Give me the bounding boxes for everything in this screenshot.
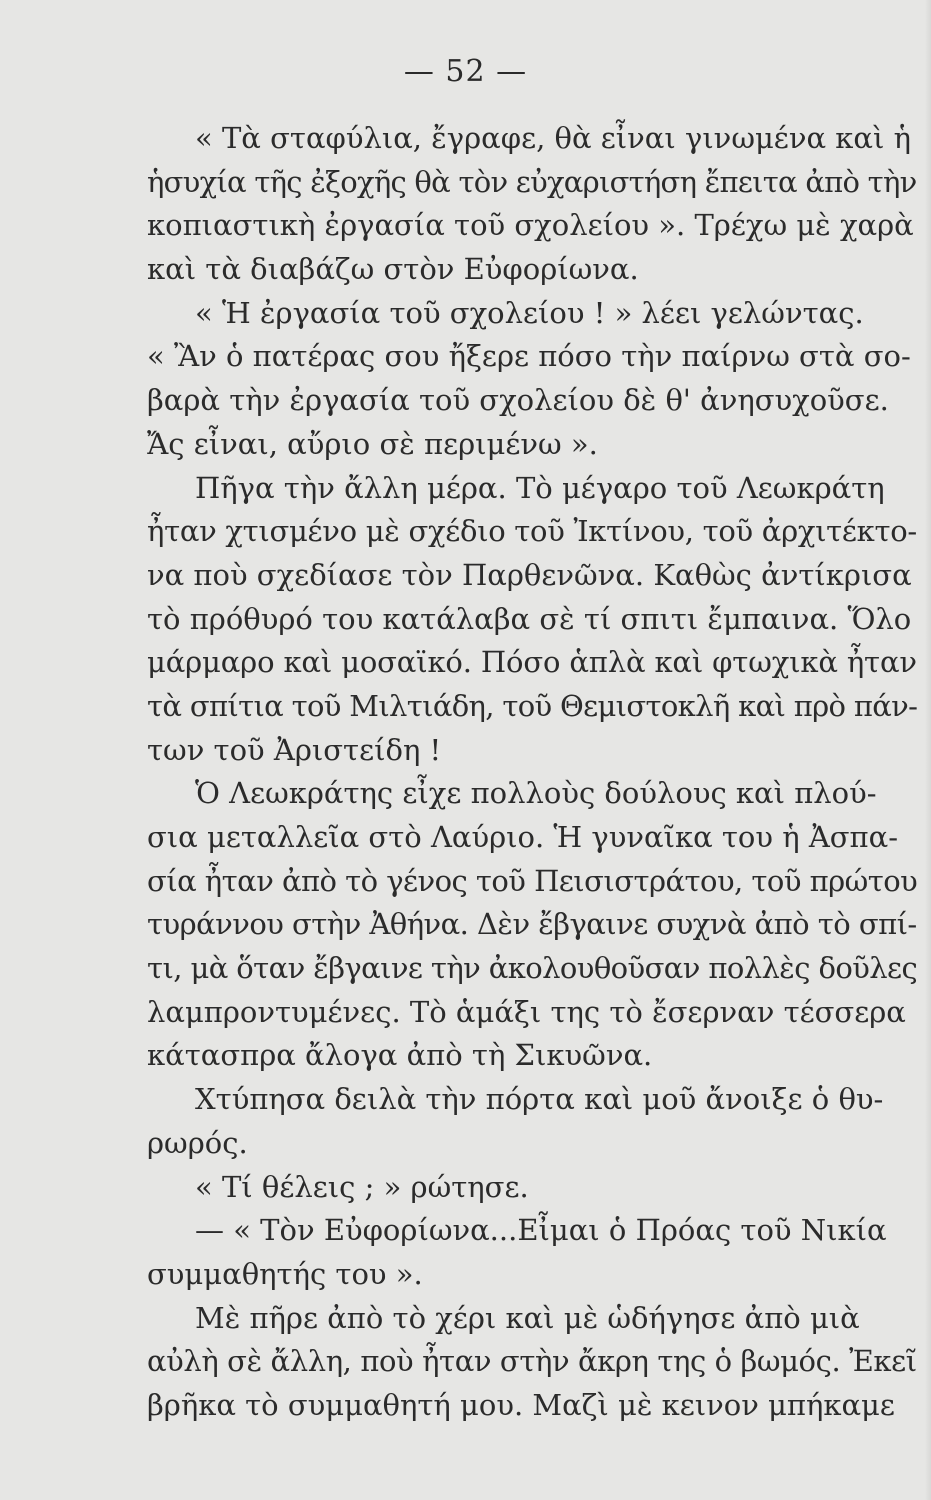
- text-line: ἦταν χτισμένο μὲ σχέδιο τοῦ Ἰκτίνου, τοῦ ἀρχιτέκτο-: [147, 514, 917, 549]
- text-line: λαμπροντυμένες. Τὸ ἁμάξι της τὸ ἔσερναν τέσσερα: [147, 994, 906, 1029]
- text-line: τυράννου στὴν Ἀθήνα. Δὲν ἔβγαινε συχνὰ ἀπὸ τὸ σπί-: [147, 907, 917, 942]
- text-line: τὸ πρόθυρό του κατάλαβα σὲ τί σπιτι ἔμπαινα. Ὅλο: [147, 601, 912, 636]
- text-line: αὐλὴ σὲ ἄλλη, ποὺ ἦταν στὴν ἄκρη της ὁ βωμός. Ἐκεῖ: [147, 1344, 917, 1379]
- page-number: — 52 —: [403, 54, 528, 89]
- text-line: βρῆκα τὸ συμμαθητή μου. Μαζὶ μὲ κεινον μπήκαμε: [147, 1387, 895, 1422]
- text-line: των τοῦ Ἀριστείδη !: [147, 732, 442, 767]
- text-line: ρωρός.: [147, 1125, 248, 1160]
- text-line: κάτασπρα ἄλογα ἀπὸ τὴ Σικυῶνα.: [147, 1038, 653, 1073]
- text-line: τὰ σπίτια τοῦ Μιλτιάδη, τοῦ Θεμιστοκλῆ καὶ πρὸ πάν-: [147, 688, 918, 723]
- body-text: [147, 117, 917, 1428]
- text-line: « Ἡ ἐργασία τοῦ σχολείου ! » λέει γελώντας.: [195, 295, 864, 330]
- text-line: ἡσυχία τῆς ἐξοχῆς θὰ τὸν εὐχαριστήση ἔπειτα ἀπὸ τὴν: [147, 164, 917, 199]
- text-line: — « Τὸν Εὐφορίωνα...Εἶμαι ὁ Πρόας τοῦ Νικία: [195, 1213, 887, 1248]
- text-line: καὶ τὰ διαβάζω στὸν Εὐφορίωνα.: [147, 252, 639, 287]
- text-line: σία ἦταν ἀπὸ τὸ γένος τοῦ Πεισιστράτου, τοῦ πρώτου: [147, 863, 918, 898]
- text-line: κοπιαστικὴ ἐργασία τοῦ σχολείου ». Τρέχω μὲ χαρὰ: [147, 208, 914, 243]
- text-line: Ὁ Λεωκράτης εἶχε πολλοὺς δούλους καὶ πλού-: [195, 776, 877, 811]
- text-line: Μὲ πῆρε ἀπὸ τὸ χέρι καὶ μὲ ὡδήγησε ἀπὸ μιὰ: [195, 1300, 860, 1335]
- text-line: τι, μὰ ὅταν ἔβγαινε τὴν ἀκολουθοῦσαν πολλὲς δοῦλες: [147, 951, 918, 986]
- page-edge-shadow: [925, 0, 931, 1500]
- text-line: Ἄς εἶναι, αὔριο σὲ περιμένω ».: [147, 426, 598, 461]
- text-line: να ποὺ σχεδίασε τὸν Παρθενῶνα. Καθὼς ἀντίκρισα: [147, 557, 912, 592]
- text-line: Χτύπησα δειλὰ τὴν πόρτα καὶ μοῦ ἄνοιξε ὁ θυ-: [195, 1082, 884, 1117]
- text-line: « Τί θέλεις ; » ρώτησε.: [195, 1169, 529, 1204]
- text-line: σια μεταλλεῖα στὸ Λαύριο. Ἡ γυναῖκα του ἡ Ἀσπα-: [147, 820, 898, 854]
- text-line: μάρμαρο καὶ μοσαϊκό. Πόσο ἁπλὰ καὶ φτωχικὰ ἦταν: [147, 645, 917, 680]
- text-line: Πῆγα τὴν ἄλλη μέρα. Τὸ μέγαρο τοῦ Λεωκράτη: [195, 470, 885, 505]
- text-line: βαρὰ τὴν ἐργασία τοῦ σχολείου δὲ θ' ἀνησυχοῦσε.: [147, 383, 889, 418]
- text-line: « Τὰ σταφύλια, ἔγραφε, θὰ εἶναι γινωμένα καὶ ἡ: [195, 121, 911, 155]
- text-line: « Ἂν ὁ πατέρας σου ἤξερε πόσο τὴν παίρνω στὰ σο-: [147, 339, 911, 374]
- text-line: συμμαθητής του ».: [147, 1256, 423, 1291]
